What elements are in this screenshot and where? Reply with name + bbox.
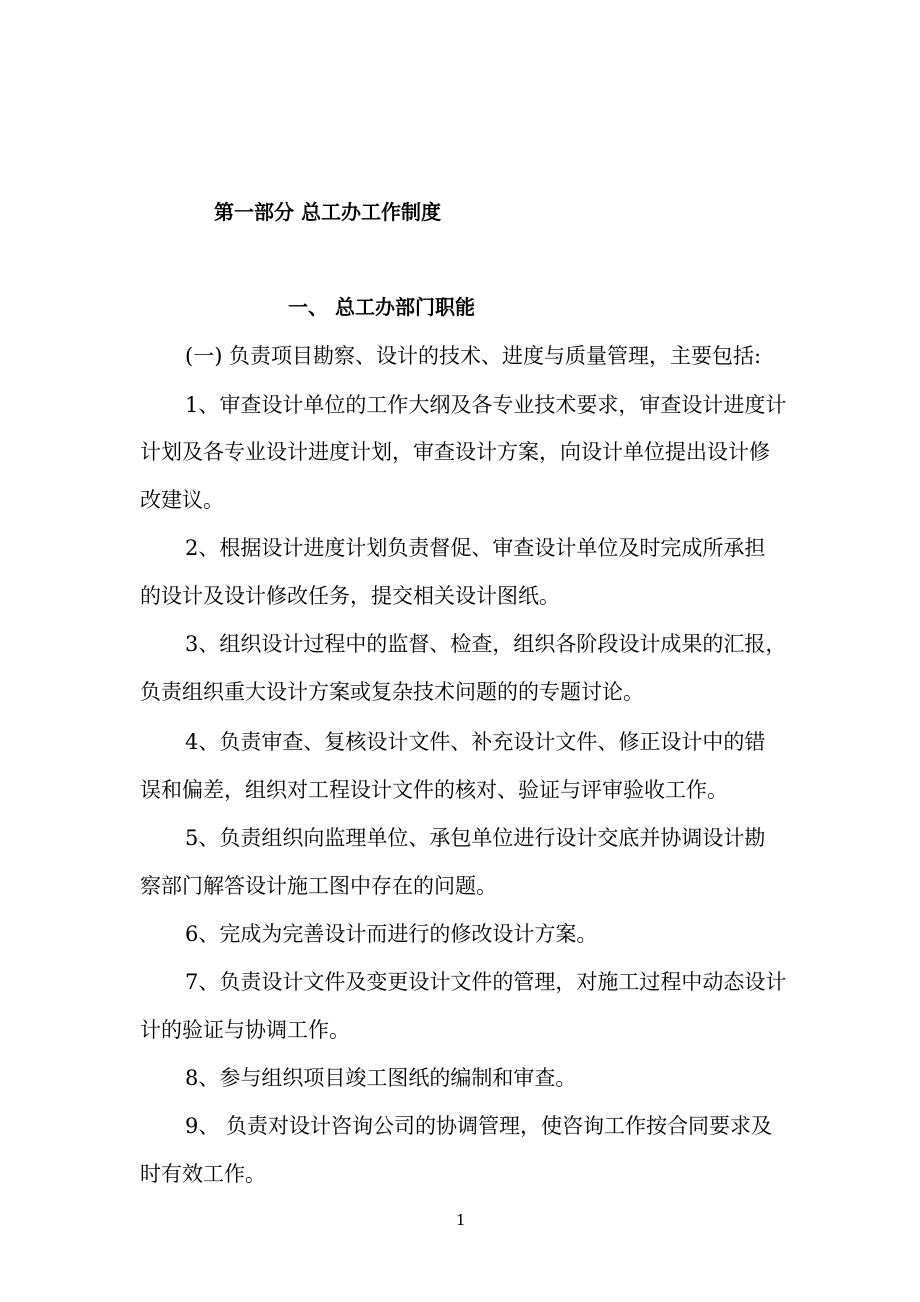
- paragraph-line: 负责组织重大设计方案或复杂技术问题的的专题讨论。: [140, 680, 644, 704]
- part-title: 第一部分 总工办工作制度: [214, 200, 441, 224]
- paragraph-line: 1、审查设计单位的工作大纲及各专业技术要求，审查设计进度计: [185, 393, 787, 417]
- paragraph-line: 9、 负责对设计咨询公司的协调管理，使咨询工作按合同要求及: [185, 1114, 773, 1138]
- paragraph-line: 改建议。: [140, 488, 224, 512]
- section-heading: 一、 总工办部门职能: [288, 295, 475, 319]
- paragraph-line: 计划及各专业设计进度计划，审查设计方案，向设计单位提出设计修: [140, 440, 770, 464]
- paragraph-line: 计的验证与协调工作。: [140, 1018, 350, 1042]
- paragraph-line: 7、负责设计文件及变更设计文件的管理，对施工过程中动态设计: [185, 970, 787, 994]
- page-number: 1: [456, 1211, 466, 1229]
- paragraph-line: 8、参与组织项目竣工图纸的编制和审查。: [185, 1066, 577, 1090]
- paragraph-line: 误和偏差，组织对工程设计文件的核对、验证与评审验收工作。: [140, 778, 728, 802]
- paragraph-line: 的设计及设计修改任务，提交相关设计图纸。: [140, 584, 560, 608]
- paragraph-line: 4、负责审查、复核设计文件、补充设计文件、修正设计中的错: [185, 730, 766, 754]
- subsection-heading: (一) 负责项目勘察、设计的技术、进度与质量管理，主要包括:: [185, 344, 762, 368]
- paragraph-line: 时有效工作。: [140, 1162, 266, 1186]
- paragraph-line: 察部门解答设计施工图中存在的问题。: [140, 874, 497, 898]
- paragraph-line: 2、根据设计进度计划负责督促、审查设计单位及时完成所承担: [185, 536, 766, 560]
- paragraph-line: 6、完成为完善设计而进行的修改设计方案。: [185, 922, 598, 946]
- paragraph-line: 3、组织设计过程中的监督、检查，组织各阶段设计成果的汇报，: [185, 632, 787, 656]
- paragraph-line: 5、负责组织向监理单位、承包单位进行设计交底并协调设计勘: [185, 826, 766, 850]
